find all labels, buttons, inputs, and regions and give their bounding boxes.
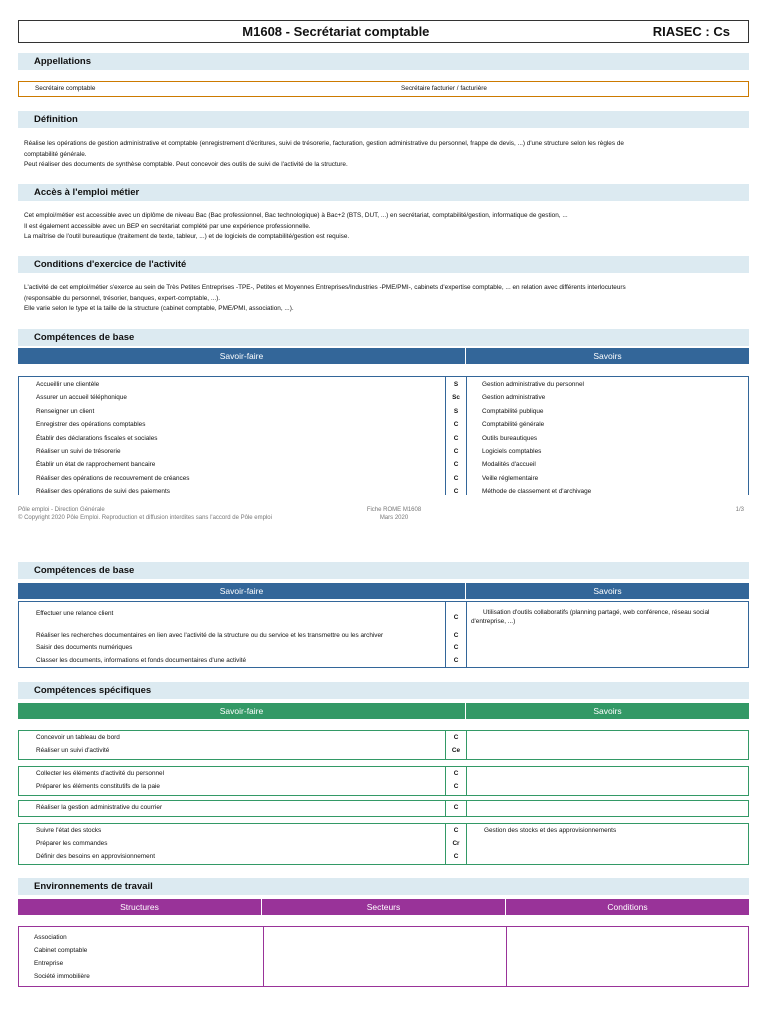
section-appellations: Appellations <box>18 53 749 70</box>
specific-group <box>18 800 749 817</box>
structure-item: Association <box>34 934 67 941</box>
text-line: Cet emploi/métier est accessible avec un diplôme de niveau Bac (Bac professionnel, Bac technologique) à Bac+2 (BTS, DUT, ...) en secrétariat, comptabilité/gestion, informatique de gestion, ... <box>24 212 568 219</box>
structure-item: Cabinet comptable <box>34 947 88 954</box>
list-item-code: C <box>453 461 459 469</box>
acces-text <box>24 211 749 243</box>
list-item-code: C <box>453 734 459 741</box>
table-header <box>18 899 749 915</box>
footer-fiche: Fiche ROME M1608 <box>366 507 422 513</box>
text-line: comptabilité générale. <box>24 150 87 158</box>
table-header <box>18 583 749 599</box>
list-item-code: C <box>453 782 459 790</box>
section-acces: Accès à l'emploi métier <box>18 184 749 201</box>
table-header <box>18 348 749 364</box>
savoir-item <box>471 608 746 626</box>
text-line: L'activité de cet emploi/métier s'exerce au sein de Très Petites Entreprises -TPE-, Petites et Moyennes Entreprises/Industries -PME/PMI-, cabinets d'expertise comptable, ... en relation avec différents interlocuteurs <box>24 284 626 291</box>
text-line: Peut réaliser des documents de synthèse comptable. Peut concevoir des outils de suivi de l'activité de la structure. <box>24 161 348 168</box>
list-item: Saisir des documents numériques <box>36 644 133 651</box>
list-item-code: C <box>453 614 459 621</box>
col-savoirs: Savoirs <box>593 586 622 596</box>
environnements-table <box>18 926 749 987</box>
list-item: Accueillir une clientèle <box>36 381 100 388</box>
savoir-item: Modalités d'accueil <box>482 461 536 469</box>
list-item: Collecter les éléments d'activité du personnel <box>36 770 165 777</box>
list-item: Classer les documents, informations et fonds documentaires d'une activité <box>36 657 247 664</box>
competences-table <box>18 601 749 668</box>
structure-item: Entreprise <box>34 960 64 967</box>
specific-group <box>18 730 749 760</box>
list-item: Réaliser la gestion administrative du courrier <box>36 804 163 811</box>
specific-group <box>18 823 749 865</box>
list-item: Réaliser un suivi de trésorerie <box>36 447 121 455</box>
appellation-item: Secrétaire facturier / facturière <box>401 85 487 92</box>
list-item-code: C <box>453 827 459 834</box>
savoir-item: Comptabilité générale <box>482 421 545 429</box>
savoir-item: Logiciels comptables <box>482 447 542 455</box>
footer-date: Mars 2020 <box>379 515 409 521</box>
savoir-item: Gestion administrative <box>482 394 546 402</box>
column-divider <box>263 927 507 987</box>
definition-text <box>24 139 749 171</box>
list-item-code: Cr <box>452 839 460 847</box>
section-environnements: Environnements de travail <box>18 878 749 895</box>
section-competences-specifiques: Compétences spécifiques <box>18 682 749 699</box>
section-competences-base: Compétences de base <box>18 329 749 346</box>
table-header <box>18 703 749 719</box>
col-structures: Structures <box>18 899 262 915</box>
col-savoir-faire: Savoir-faire <box>18 703 466 719</box>
savoir-line: Utilisation d'outils collaboratifs (planning partagé, web conférence, réseau social <box>483 609 710 616</box>
page-title: M1608 - Secrétariat comptable <box>242 24 430 39</box>
text-line: (responsable du personnel, trésorier, banques, expert-comptable, ...). <box>24 294 221 302</box>
list-item-code: S <box>453 381 459 388</box>
competences-table <box>18 376 749 495</box>
savoirs-column <box>467 377 748 495</box>
list-item-code: C <box>453 434 459 442</box>
appellation-item: Secrétaire comptable <box>35 85 96 92</box>
specific-group <box>18 766 749 796</box>
section-conditions: Conditions d'exercice de l'activité <box>18 256 749 273</box>
riasec-code: RIASEC : Cs <box>652 24 730 39</box>
code-column <box>445 377 467 495</box>
list-item-code: Ce <box>451 746 461 754</box>
col-savoir-faire: Savoir-faire <box>18 348 466 364</box>
text-line: Réalise les opérations de gestion administrative et comptable (enregistrement d'écritures, suivi de trésorerie, facturation, gestion administrative du personnel, frappe de devis, ...) d'une structure selon les règles de <box>24 140 624 147</box>
list-item-code: C <box>453 447 459 455</box>
list-item: Réaliser les recherches documentaires en lien avec l'activité de la structure ou du service et les transmettre ou les archiver <box>36 632 384 639</box>
col-savoir-faire: Savoir-faire <box>18 583 466 599</box>
list-item: Établir des déclarations fiscales et sociales <box>36 434 158 442</box>
list-item-code: C <box>453 488 459 496</box>
list-item: Assurer un accueil téléphonique <box>36 394 127 402</box>
list-item: Préparer les commandes <box>36 839 108 847</box>
list-item: Réaliser des opérations de recouvrement de créances <box>36 474 190 482</box>
col-conditions: Conditions <box>607 902 648 912</box>
title-box <box>18 20 749 43</box>
list-item-code: C <box>453 657 459 664</box>
list-item-code: C <box>453 852 459 860</box>
list-item-code: C <box>453 804 459 811</box>
list-item-code: C <box>453 421 459 429</box>
list-item-code: C <box>453 632 459 639</box>
list-item: Réaliser un suivi d'activité <box>36 746 110 754</box>
col-savoirs: Savoirs <box>593 706 622 716</box>
list-item-code: C <box>453 474 459 482</box>
savoir-item: Gestion des stocks et des approvisionnements <box>484 827 617 834</box>
list-item: Réaliser des opérations de suivi des paiements <box>36 488 170 496</box>
list-item: Renseigner un client <box>36 407 95 415</box>
savoir-item: Outils bureautiques <box>482 434 538 442</box>
savoir-faire-column <box>19 377 445 495</box>
text-line: Il est également accessible avec un BEP en secrétariat complété par une expérience professionnelle. <box>24 222 311 230</box>
footer-copyright: © Copyright 2020 Pôle Emploi. Reproduction et diffusion interdites sans l'accord de Pôle emploi <box>18 515 272 521</box>
list-item: Concevoir un tableau de bord <box>36 734 120 741</box>
list-item: Définir des besoins en approvisionnement <box>36 852 156 860</box>
list-item: Établir un état de rapprochement bancaire <box>36 461 156 469</box>
footer-page: 1/3 <box>735 507 744 513</box>
list-item-code: Sc <box>452 394 460 402</box>
list-item: Préparer les éléments constitutifs de la paie <box>36 782 160 790</box>
col-secteurs: Secteurs <box>262 899 506 915</box>
col-savoirs: Savoirs <box>593 351 622 361</box>
structures-list <box>34 931 90 983</box>
savoir-item: Comptabilité publique <box>482 407 544 415</box>
section-definition: Définition <box>18 111 749 128</box>
savoir-item: Veille réglementaire <box>482 474 539 482</box>
conditions-text <box>24 283 749 315</box>
savoir-line: d'entreprise, ...) <box>471 618 516 625</box>
list-item-code: S <box>453 407 459 415</box>
footer-org: Pôle emploi - Direction Générale <box>18 507 105 513</box>
text-line: La maîtrise de l'outil bureautique (traitement de texte, tableur, ...) et de logiciels de comptabilité/gestion est requise. <box>24 233 350 240</box>
list-item: Suivre l'état des stocks <box>36 827 102 834</box>
appellations-box <box>18 81 749 97</box>
footer-left <box>18 506 272 522</box>
text-line: Elle varie selon le type et la taille de la structure (cabinet comptable, PME/PMI, association, ...). <box>24 305 294 312</box>
structure-item: Société immobilière <box>34 973 90 980</box>
list-item-code: C <box>453 770 459 777</box>
savoir-item: Gestion administrative du personnel <box>482 381 584 388</box>
list-item-code: C <box>453 644 459 651</box>
list-item: Effectuer une relance client <box>36 610 114 617</box>
footer-center <box>340 506 448 522</box>
list-item: Enregistrer des opérations comptables <box>36 421 146 429</box>
section-competences-base: Compétences de base <box>18 562 749 579</box>
savoir-item: Méthode de classement et d'archivage <box>482 488 592 496</box>
